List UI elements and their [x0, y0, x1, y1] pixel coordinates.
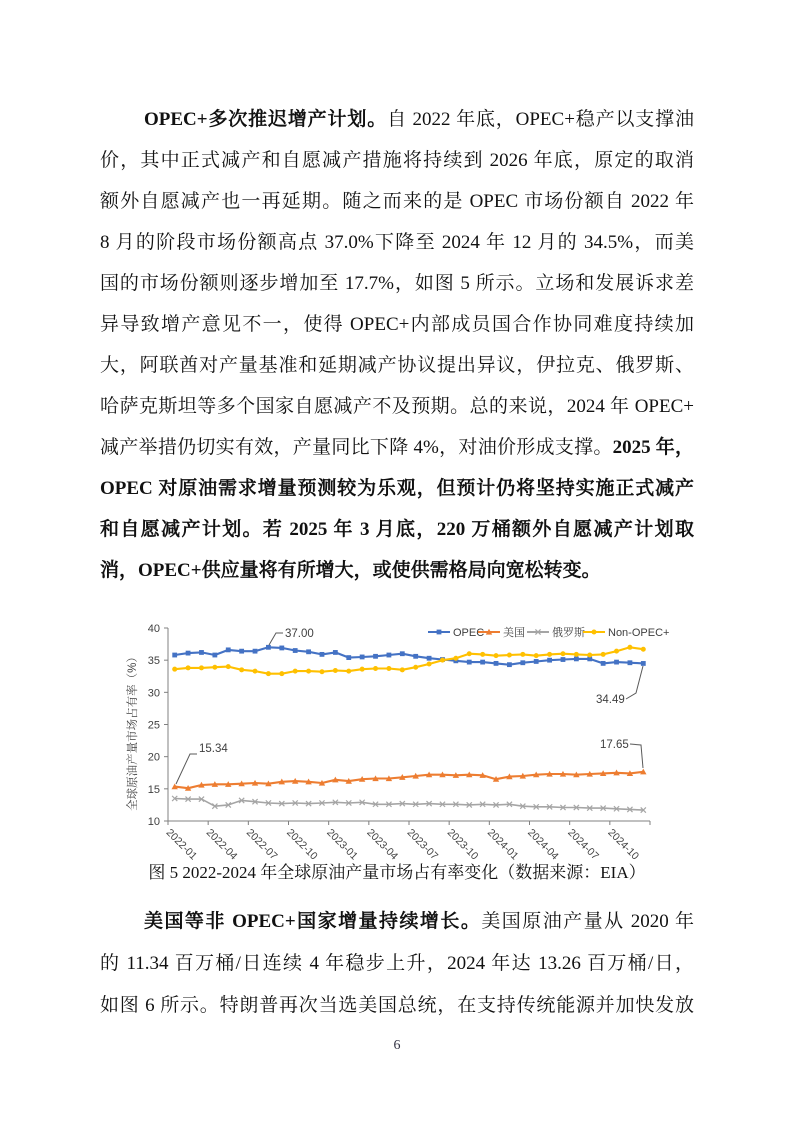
annotation-label: 34.49: [596, 694, 625, 706]
marker-circle: [226, 664, 231, 669]
annotation-leader: [176, 754, 197, 784]
series-line: [175, 799, 644, 811]
text-line: [100, 468, 694, 509]
marker-circle: [494, 653, 499, 658]
text-line: [100, 985, 694, 1027]
marker-circle: [279, 671, 284, 676]
text-segment: 和自愿减产计划。若 2025 年 3 月底，220 万桶额外自愿减产计划取: [100, 519, 694, 540]
marker-square: [467, 660, 472, 665]
page-number: 6: [393, 1038, 401, 1053]
series-line: [175, 772, 644, 788]
marker-circle: [507, 653, 512, 658]
marker-square: [437, 630, 442, 635]
text-segment: 2025 年，: [612, 437, 694, 458]
marker-circle: [413, 665, 418, 670]
x-tick-label: 2022-01: [163, 826, 200, 862]
marker-circle: [212, 665, 217, 670]
figure5: [122, 616, 694, 862]
marker-circle: [520, 652, 525, 657]
marker-circle: [373, 666, 378, 671]
annotation-leader: [269, 633, 283, 645]
series-line: [175, 647, 644, 664]
marker-circle: [186, 665, 191, 670]
marker-square: [212, 653, 217, 658]
legend-label: 俄罗斯: [552, 627, 585, 639]
marker-circle: [360, 667, 365, 672]
text-segment: 减产举措仍切实有效，产量同比下降 4%，对油价形成支撑。: [100, 437, 613, 458]
marker-square: [400, 651, 405, 656]
marker-circle: [293, 669, 298, 674]
marker-circle: [266, 671, 271, 676]
text-line: [100, 345, 694, 386]
marker-square: [186, 651, 191, 656]
marker-square: [293, 648, 298, 653]
text-segment: 额外自愿减产也一再延期。随之而来的是 OPEC 市场份额自 2022 年: [100, 191, 694, 212]
legend-item-Non-OPEC+: [583, 627, 669, 639]
legend-label: Non-OPEC+: [608, 627, 670, 639]
paragraph-opec-delay: [100, 99, 694, 591]
text-line: [100, 901, 694, 943]
x-tick-label: 2023-01: [324, 826, 360, 862]
text-line: [100, 386, 694, 427]
x-tick-label: 2023-04: [364, 826, 401, 862]
legend-item-OPEC: [428, 627, 484, 639]
marker-square: [172, 653, 177, 658]
marker-square: [520, 660, 525, 665]
marker-circle: [534, 653, 539, 658]
x-tick-label: 2024-10: [605, 826, 642, 862]
marker-square: [641, 661, 646, 666]
text-segment: 价，其中正式减产和自愿减产措施将持续到 2026 年底，原定的取消: [100, 150, 694, 171]
text-segment: 8 月的阶段市场份额高点 37.0%下降至 2024 年 12 月的 34.5%，而美: [100, 232, 694, 253]
text-line: [100, 304, 694, 345]
marker-square: [574, 656, 579, 661]
marker-circle: [467, 651, 472, 656]
text-line: [100, 181, 694, 222]
y-tick-label: 35: [147, 655, 160, 668]
marker-circle: [400, 667, 405, 672]
marker-circle: [601, 652, 606, 657]
marker-square: [346, 655, 351, 660]
text-line: [100, 427, 694, 468]
marker-circle: [592, 630, 597, 635]
marker-circle: [427, 662, 432, 667]
marker-circle: [319, 669, 324, 674]
marker-circle: [172, 667, 177, 672]
marker-circle: [453, 656, 458, 661]
marker-square: [427, 656, 432, 661]
marker-square: [306, 649, 311, 654]
legend-item-美国: [478, 626, 525, 639]
figure5-caption: 图 5 2022-2024 年全球原油产量市场占有率变化（数据来源：EIA）: [148, 863, 646, 882]
x-tick-label: 2024-01: [484, 826, 521, 862]
text-segment: 美国等非 OPEC+国家增量持续增长。: [144, 911, 482, 932]
marker-circle: [560, 651, 565, 656]
marker-square: [507, 662, 512, 667]
marker-circle: [587, 653, 592, 658]
legend: [428, 625, 669, 639]
y-tick-label: 40: [147, 623, 160, 635]
paragraph-us-growth: [100, 901, 694, 1027]
marker-square: [333, 650, 338, 655]
text-line: [100, 222, 694, 263]
marker-square: [360, 655, 365, 660]
marker-circle: [627, 645, 632, 650]
text-segment: OPEC 对原油需求增量预测较为乐观，但预计仍将坚持实施正式减产: [100, 478, 694, 499]
marker-square: [226, 647, 231, 652]
text-segment: 异导致增产意见不一，使得 OPEC+内部成员国合作协同难度持续加: [100, 314, 694, 335]
text-segment: 如图 6 所示。特朗普再次当选美国总统，在支持传统能源并加快发放: [100, 995, 694, 1016]
marker-square: [534, 659, 539, 664]
x-tick-label: 2024-07: [565, 826, 601, 862]
annotation-label: 15.34: [199, 743, 228, 755]
marker-circle: [346, 669, 351, 674]
x-tick-label: 2023-07: [404, 826, 441, 862]
legend-label: 美国: [503, 627, 525, 639]
legend-label: OPEC: [453, 627, 485, 639]
x-tick-label: 2023-10: [444, 826, 481, 862]
marker-circle: [641, 647, 646, 652]
text-line: [100, 99, 694, 140]
marker-square: [614, 660, 619, 665]
text-segment: 大，阿联酋对产量基准和延期减产协议提出异议，伊拉克、俄罗斯、: [100, 355, 694, 376]
marker-circle: [614, 649, 619, 654]
x-tick-label: 2022-07: [243, 826, 280, 862]
marker-square: [266, 645, 271, 650]
text-line: [100, 943, 694, 985]
text-segment: 自 2022 年底，OPEC+稳产以支撑油: [387, 109, 694, 130]
y-tick-label: 10: [147, 816, 160, 828]
text-segment: 哈萨克斯坦等多个国家自愿减产不及预期。总的来说，2024 年 OPEC+: [100, 396, 694, 417]
series-美国: [171, 769, 646, 791]
marker-circle: [253, 669, 258, 674]
legend-item-俄罗斯: [527, 625, 585, 639]
marker-square: [494, 661, 499, 666]
marker-circle: [386, 666, 391, 671]
marker-circle: [239, 667, 244, 672]
annotation-leader: [626, 666, 643, 699]
marker-square: [373, 654, 378, 659]
text-line: [100, 140, 694, 181]
marker-circle: [574, 652, 579, 657]
text-line: [100, 263, 694, 304]
y-tick-label: 30: [147, 687, 160, 700]
y-axis-title: 全球原油产量市场占有率（%）: [127, 651, 139, 811]
annotation-15.34: [176, 743, 228, 784]
text-line: [100, 550, 694, 591]
marker-square: [561, 657, 566, 662]
y-tick-label: 20: [147, 751, 160, 764]
annotation-label: 17.65: [600, 739, 629, 751]
text-segment: 消，OPEC+供应量将有所增大，或使供需格局向宽松转变。: [100, 560, 601, 581]
marker-circle: [306, 669, 311, 674]
marker-square: [601, 661, 606, 666]
marker-square: [239, 649, 244, 654]
marker-square: [199, 650, 204, 655]
annotation-leader: [630, 744, 643, 768]
x-tick-label: 2024-04: [525, 826, 561, 862]
marker-circle: [199, 665, 204, 670]
annotation-37.00: [269, 628, 314, 645]
annotation-34.49: [596, 666, 643, 706]
annotation-label: 37.00: [285, 628, 314, 640]
y-tick-label: 25: [147, 719, 160, 732]
marker-circle: [480, 652, 485, 657]
marker-square: [480, 660, 485, 665]
marker-circle: [547, 652, 552, 657]
x-tick-label: 2022-04: [203, 826, 240, 862]
marker-circle: [440, 658, 445, 663]
text-segment: 的 11.34 百万桶/日连续 4 年稳步上升，2024 年达 13.26 百万桶/日，: [100, 953, 694, 974]
marker-square: [253, 649, 258, 654]
marker-square: [279, 646, 284, 651]
figure5-line-chart: [122, 616, 694, 862]
marker-circle: [333, 668, 338, 673]
y-tick-label: 15: [147, 783, 160, 796]
text-segment: 国的市场份额则逐步增加至 17.7%，如图 5 所示。立场和发展诉求差: [100, 273, 694, 294]
text-segment: OPEC+多次推迟增产计划。: [144, 109, 388, 130]
text-line: [100, 509, 694, 550]
marker-square: [547, 658, 552, 663]
marker-square: [387, 653, 392, 658]
marker-square: [413, 654, 418, 659]
text-segment: 美国原油产量从 2020 年: [481, 911, 694, 932]
series-俄罗斯: [172, 796, 646, 813]
x-tick-label: 2022-10: [284, 826, 320, 862]
annotation-17.65: [600, 739, 643, 768]
marker-square: [320, 652, 325, 657]
marker-square: [628, 660, 633, 665]
